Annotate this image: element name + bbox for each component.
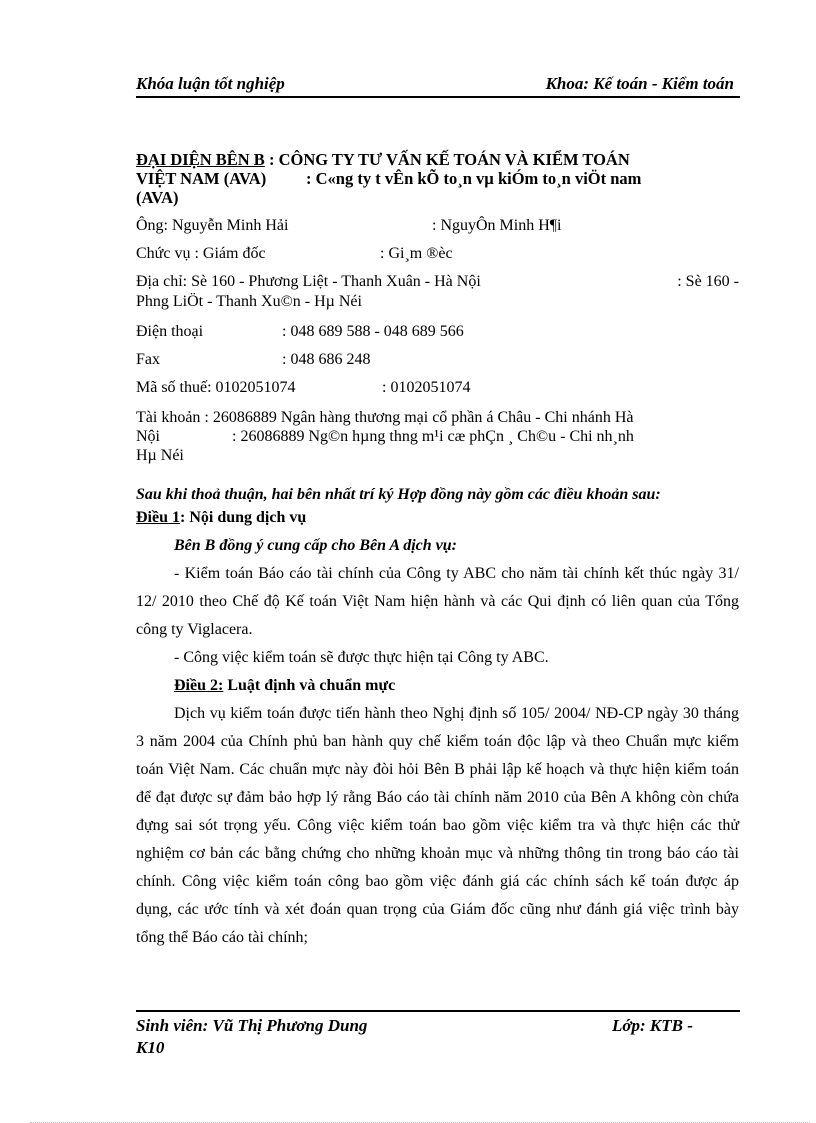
- header-thesis-title: Khóa luận tốt nghiệp: [136, 74, 285, 93]
- position-row: [136, 240, 739, 268]
- party-b-company-legacy: : C«ng ty t vÊn kÕ to¸n vµ kiÓm to¸n viÖt nam: [306, 169, 642, 188]
- account-line-1: Tài khoản : 26086889 Ngân hàng thương mại cổ phần á Châu - Chi nhánh Hà: [136, 409, 634, 426]
- representative-label: Ông: Nguyễn Minh Hải: [136, 217, 289, 234]
- footer-class: Lớp: KTB -: [612, 1016, 693, 1035]
- tax-label: Mã số thuế: 0102051074: [136, 379, 296, 396]
- article-2-title: Luật định và chuẩn mực: [223, 677, 396, 694]
- account-value-legacy: : 26086889 Ng©n hµng thng m¹i cæ phÇn ¸ Ch©u - Chi nh¸nh: [232, 428, 634, 445]
- position-value: : Gi¸m ®èc: [380, 245, 453, 262]
- address-label: Địa chỉ: Sè 160 - Phương Liệt - Thanh Xuân - Hà Nội: [136, 273, 481, 290]
- footer-class-cont: K10: [136, 1038, 165, 1057]
- footer-rule: [136, 1010, 740, 1012]
- fax-value: : 048 686 248: [282, 351, 371, 368]
- article-1-item-1: - Kiểm toán Báo cáo tài chính của Công ty ABC cho năm tài chính kết thúc ngày 31/ 12/ 2010 theo Chế độ Kế toán Việt Nam hiện hành và các Qui định có liên quan của Tổng công ty Viglacera.: [136, 565, 739, 638]
- article-1-label: Điều 1: [136, 509, 180, 526]
- party-b-company-vn: VIỆT NAM (AVA): [136, 169, 267, 188]
- position-label: Chức vụ : Giám đốc: [136, 245, 266, 262]
- footer-student: Sinh viên: Vũ Thị Phương Dung: [136, 1016, 368, 1035]
- phone-label: Điện thoại: [136, 323, 204, 340]
- party-b-title-line2: [136, 169, 739, 188]
- party-b-title-line3: (AVA): [136, 188, 179, 207]
- article-2-heading: [136, 672, 739, 700]
- phone-value: : 048 689 588 - 048 689 566: [282, 323, 464, 340]
- tax-value: : 0102051074: [382, 379, 471, 396]
- party-b-label: ĐẠI DIỆN BÊN B: [136, 150, 265, 169]
- party-b-heading: [136, 150, 739, 169]
- article-1-heading: [136, 504, 739, 532]
- article-1-subtitle: Bên B đồng ý cung cấp cho Bên A dịch vụ:: [174, 537, 457, 554]
- account-label-cont: Nội: [136, 428, 160, 445]
- phone-row: [136, 318, 739, 346]
- article-2-label: Điều 2:: [174, 677, 224, 694]
- page-header: [136, 72, 740, 98]
- article-2-body: Dịch vụ kiểm toán được tiến hành theo Nghị định số 105/ 2004/ NĐ-CP ngày 30 tháng 3 năm 2004 của Chính phủ ban hành quy chế kiểm toán độc lập và theo Chuẩn mực kiểm toán Việt Nam. Các chuẩn mực này đòi hỏi Bên B phải lập kế hoạch và thực hiện kiểm toán để đạt được sự đảm bảo hợp lý rằng Báo cáo tài chính năm 2010 của Bên A không còn chứa đựng sai sót trọng yếu. Công việc kiểm toán bao gồm việc kiểm tra và thực hiện các thử nghiệm cơ bản các bằng chứng cho những khoản mục và những thông tin trong báo cáo tài chính. Công việc kiểm toán công bao gồm việc đánh giá các chính sách kế toán được áp dụng, các ước tính và xét đoán quan trọng của Giám đốc cũng như đánh giá việc trình bày tổng thể Báo cáo tài chính;: [136, 705, 739, 946]
- document-body: [136, 150, 739, 952]
- account-line-3: Hµ Néi: [136, 447, 184, 464]
- header-faculty: Khoa: Kế toán - Kiểm toán: [545, 74, 734, 93]
- fax-label: Fax: [136, 351, 160, 368]
- representative-row: [136, 212, 739, 240]
- party-b-title-line1: : CÔNG TY TƯ VẤN KẾ TOÁN VÀ KIỂM TOÁN: [264, 150, 630, 169]
- agreement-intro: Sau khi thoả thuận, hai bên nhất trí ký Hợp đồng này gồm các điều khoản sau:: [136, 486, 661, 503]
- tax-row: [136, 374, 739, 402]
- address-row-2: Phng LiÖt - Thanh Xu©n - Hµ Néi: [136, 293, 362, 310]
- fax-row: [136, 346, 739, 374]
- address-row: [136, 272, 739, 292]
- address-value-start: : Sè 160 -: [677, 273, 739, 290]
- article-1-title: : Nội dung dịch vụ: [180, 509, 307, 526]
- page-footer: [136, 1015, 740, 1059]
- representative-value: : NguyÔn Minh H¶i: [432, 217, 562, 234]
- article-1-item-2: - Công việc kiểm toán sẽ được thực hiện tại Công ty ABC.: [174, 649, 549, 666]
- account-line-2: [136, 427, 739, 446]
